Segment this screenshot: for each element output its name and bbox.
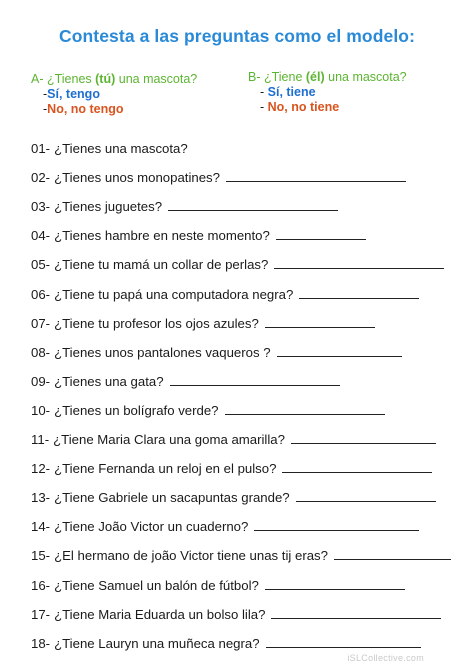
question-number: 07- [31, 315, 51, 331]
question-text: ¿Tiene tu papá una computadora negra? [54, 286, 294, 302]
model-b-prefix: B- ¿Tiene [248, 70, 306, 84]
question-text: ¿Tienes hambre en neste momento? [54, 228, 270, 244]
question-number: 16- [31, 577, 51, 593]
question-row [31, 272, 451, 301]
answer-line[interactable] [274, 267, 444, 269]
model-b-rest: una mascota? [324, 70, 407, 84]
question-row [31, 563, 451, 592]
question-row [31, 389, 451, 418]
answer-line[interactable] [271, 617, 441, 619]
model-a [31, 72, 197, 117]
question-row [31, 593, 451, 622]
model-b-yes: - Sí, tiene [260, 85, 316, 99]
question-number: 09- [31, 373, 51, 389]
answer-line[interactable] [299, 297, 419, 299]
question-text: ¿Tiene Gabriele un sacapuntas grande? [54, 490, 290, 506]
question-number: 04- [31, 228, 51, 244]
question-row [31, 447, 451, 476]
model-b-pronoun: (él) [305, 70, 325, 84]
question-text: ¿Tienes una gata? [54, 373, 164, 389]
question-text: ¿Tiene Lauryn una muñeca negra? [54, 635, 260, 651]
question-row [31, 534, 451, 563]
answer-line[interactable] [265, 588, 405, 590]
model-a-prefix: A- ¿Tienes [31, 72, 96, 86]
model-b-question [248, 70, 407, 85]
question-number: 06- [31, 286, 51, 302]
question-number: 17- [31, 606, 51, 622]
question-text: ¿Tiene Maria Clara una goma amarilla? [53, 432, 285, 448]
question-text: ¿Tiene tu mamá un collar de perlas? [54, 257, 269, 273]
question-row [31, 243, 451, 272]
model-a-pronoun: (tú) [95, 72, 116, 86]
question-number: 01- [31, 141, 51, 157]
question-text: ¿Tiene Fernanda un reloj en el pulso? [54, 461, 277, 477]
question-row [31, 302, 451, 331]
question-number: 18- [31, 635, 51, 651]
question-row [31, 156, 451, 185]
question-row [31, 622, 451, 651]
question-row [31, 127, 451, 156]
answer-line[interactable] [226, 180, 406, 182]
question-number: 03- [31, 199, 51, 215]
answer-line[interactable] [291, 442, 436, 444]
question-text: ¿Tiene João Victor un cuaderno? [54, 519, 249, 535]
model-a-question [31, 72, 197, 87]
answer-line[interactable] [277, 355, 402, 357]
answer-line[interactable] [266, 646, 421, 648]
answer-line[interactable] [334, 558, 451, 560]
model-b-no: - No, no tiene [260, 100, 340, 114]
question-number: 08- [31, 344, 51, 360]
question-text: ¿Tienes un bolígrafo verde? [54, 402, 219, 418]
question-row [31, 185, 451, 214]
model-b-no-text: No, no tiene [267, 100, 340, 114]
question-number: 14- [31, 519, 51, 535]
question-text: ¿Tienes una mascota? [54, 141, 188, 157]
question-text: ¿Tiene tu profesor los ojos azules? [54, 315, 259, 331]
model-a-rest: una mascota? [115, 72, 198, 86]
question-text: ¿El hermano de joão Victor tiene unas tij eras? [54, 548, 328, 564]
model-a-yes-text: Sí, tengo [47, 87, 100, 101]
answer-line[interactable] [168, 209, 338, 211]
question-row [31, 418, 451, 447]
question-row [31, 476, 451, 505]
question-row [31, 505, 451, 534]
model-b [248, 70, 407, 115]
answer-line[interactable] [276, 238, 366, 240]
question-text: ¿Tiene Samuel un balón de fútbol? [54, 577, 259, 593]
question-row [31, 214, 451, 243]
question-list [31, 127, 451, 651]
question-text: ¿Tiene Maria Eduarda un bolso lila? [54, 606, 266, 622]
page-title: Contesta a las preguntas como el modelo: [58, 26, 416, 46]
question-row [31, 360, 451, 389]
answer-line[interactable] [296, 500, 436, 502]
model-a-no-text: No, no tengo [47, 102, 124, 116]
question-row [31, 331, 451, 360]
answer-line[interactable] [170, 384, 340, 386]
model-b-yes-text: Sí, tiene [267, 85, 316, 99]
answer-line[interactable] [254, 529, 419, 531]
watermark: iSLCollective.com [347, 653, 424, 663]
answer-line[interactable] [225, 413, 385, 415]
question-text: ¿Tienes juguetes? [54, 199, 163, 215]
question-number: 15- [31, 548, 51, 564]
question-number: 10- [31, 402, 51, 418]
model-a-yes: -Sí, tengo [43, 87, 100, 101]
question-number: 12- [31, 461, 51, 477]
answer-line[interactable] [282, 471, 432, 473]
question-text: ¿Tienes unos pantalones vaqueros ? [54, 344, 271, 360]
question-text: ¿Tienes unos monopatines? [54, 170, 220, 186]
model-a-no: -No, no tengo [43, 102, 124, 116]
question-number: 02- [31, 170, 51, 186]
question-number: 05- [31, 257, 51, 273]
question-number: 11- [31, 432, 50, 448]
question-number: 13- [31, 490, 51, 506]
answer-line[interactable] [265, 326, 375, 328]
